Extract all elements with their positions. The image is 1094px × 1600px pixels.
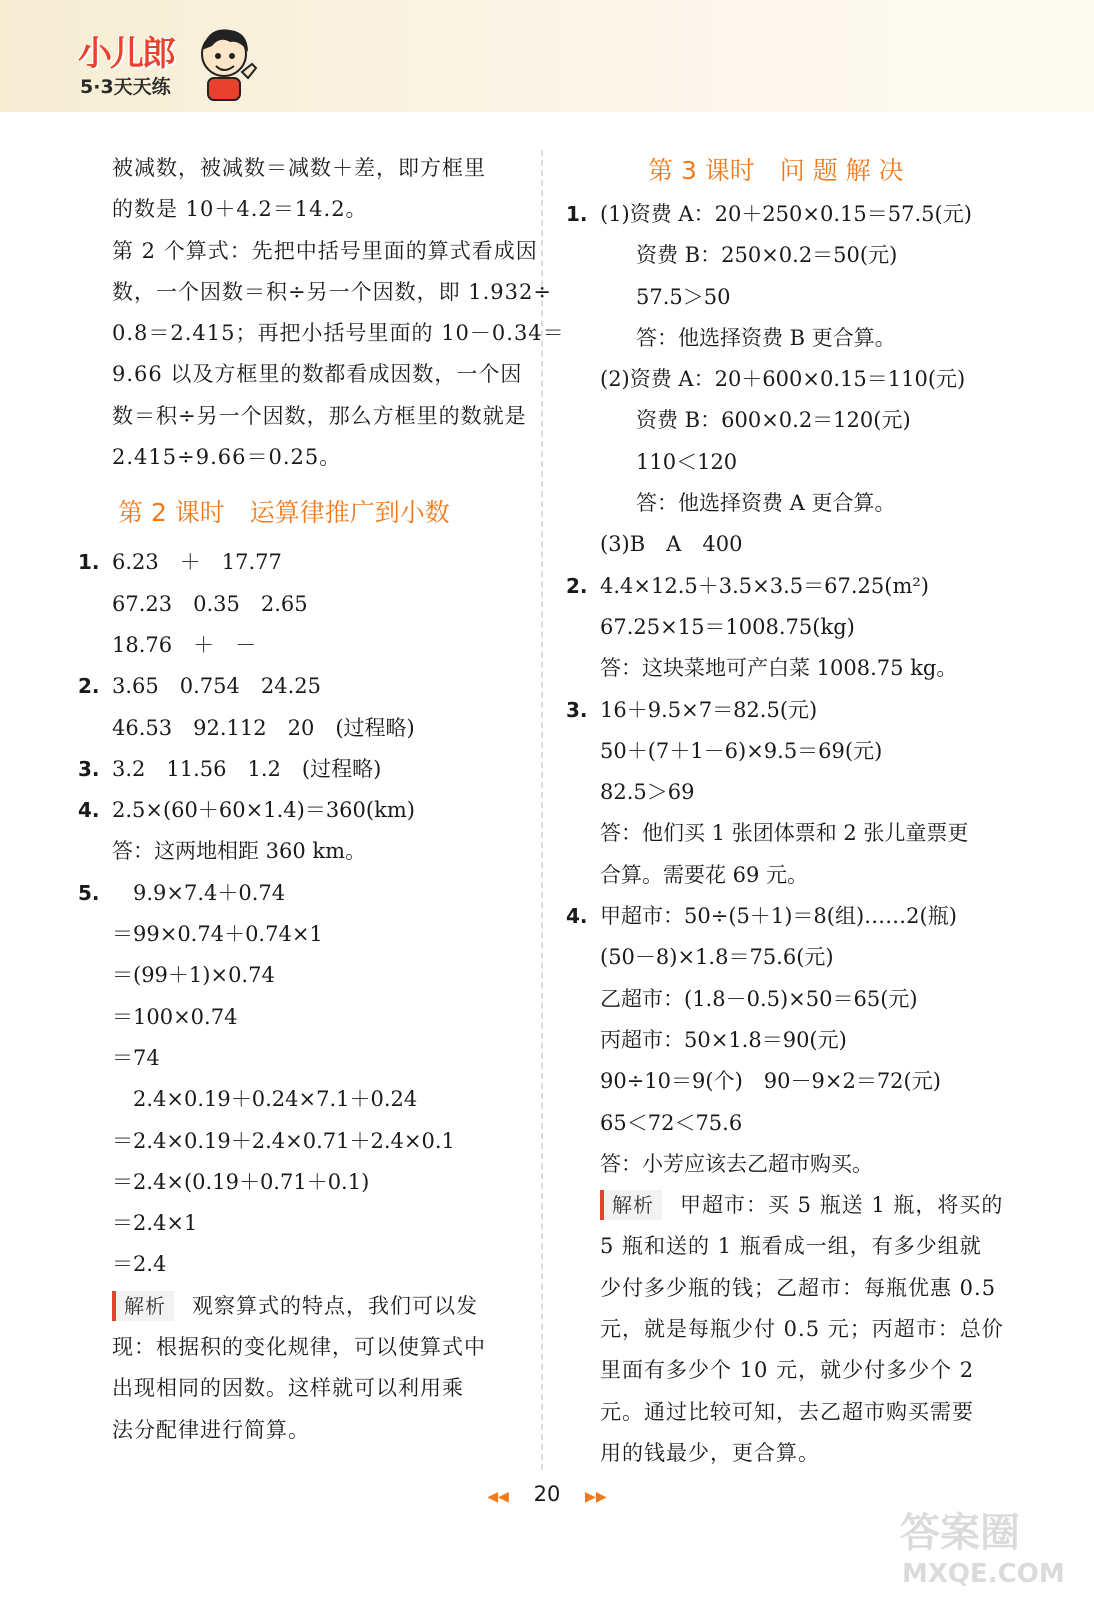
answer-line: 4. 2.5×(60＋60×1.4)＝360(km) [78, 790, 518, 831]
intro-line: 被减数，被减数＝减数＋差，即方框里 [112, 156, 486, 180]
analysis-line: 解析 甲超市：买 5 瓶送 1 瓶，将买的 [566, 1185, 1006, 1226]
answer-line: (50－8)×1.8＝75.6(元) [600, 945, 834, 970]
answer-line: 46.53 92.112 20 (过程略) [112, 715, 415, 740]
analysis-line: 出现相同的因数。这样就可以利用乘 [112, 1376, 464, 1401]
answer-line: (3)B A 400 [600, 532, 743, 557]
analysis-line: 5 瓶和送的 1 瓶看成一组，有多少组就 [600, 1234, 982, 1259]
answer-line: 1. (1)资费 A：20＋250×0.15＝57.5(元) [566, 194, 1006, 235]
answer-line: ＝99×0.74＋0.74×1 [112, 922, 323, 947]
next-page-icon: ▶▶ [585, 1489, 607, 1505]
answer-line: 答：这块菜地可产白菜 1008.75 kg。 [600, 656, 958, 681]
answer-line: (2)资费 A：20＋600×0.15＝110(元) [600, 367, 966, 392]
intro-line: 0.8＝2.415；再把小括号里面的 10－0.34＝ [112, 321, 565, 346]
answer-line: 82.5＞69 [600, 780, 695, 805]
analysis-tag: 解析 [112, 1291, 174, 1321]
answer-line: 50＋(7＋1－6)×9.5＝69(元) [600, 738, 883, 763]
answer-line: 67.23 0.35 2.65 [112, 591, 308, 616]
left-column [78, 148, 565, 1451]
answer-line: ＝74 [112, 1045, 160, 1070]
analysis-line: 元，就是每瓶少付 0.5 元；丙超市：总价 [600, 1317, 1004, 1342]
answer-line: 18.76 ＋ － [112, 632, 257, 657]
answer-line: 答：小芳应该去乙超市购买。 [600, 1151, 873, 1176]
analysis-line: 解析 观察算式的特点，我们可以发 [78, 1286, 518, 1327]
logo-title: 小儿郎 [78, 34, 174, 74]
intro-line: 9.66 以及方框里的数都看成因数，一个因 [112, 362, 523, 387]
analysis-line: 用的钱最少，更合算。 [600, 1440, 820, 1465]
right-column [566, 148, 1006, 1474]
prev-page-icon: ◀◀ [487, 1489, 509, 1505]
answer-line: 乙超市：(1.8－0.5)×50＝65(元) [600, 986, 918, 1011]
analysis-line: 少付多少瓶的钱；乙超市：每瓶优惠 0.5 [600, 1275, 997, 1300]
svg-text:MXQE.COM: MXQE.COM [902, 1559, 1065, 1589]
intro-line: 2.415÷9.66＝0.25。 [112, 445, 342, 470]
answer-line: 答：他们买 1 张团体票和 2 张儿童票更 [600, 821, 969, 846]
answer-line: ＝2.4×(0.19＋0.71＋0.1) [112, 1169, 370, 1194]
answer-line: 2.4×0.19＋0.24×7.1＋0.24 [112, 1087, 418, 1112]
section-title: 第 2 课时 运算律推广到小数 [118, 498, 450, 528]
answer-line: 4. 甲超市：50÷(5＋1)＝8(组)……2(瓶) [566, 896, 1006, 937]
intro-line: 数＝积÷另一个因数，那么方框里的数就是 [112, 403, 527, 428]
question-number: 3. [566, 697, 588, 722]
answer-line: 3. 3.2 11.56 1.2 (过程略) [78, 749, 518, 790]
mascot-icon [190, 22, 262, 104]
question-number: 4. [566, 904, 588, 929]
answer-line: 合算。需要花 69 元。 [600, 862, 809, 887]
watermark-logo [880, 1500, 1080, 1590]
answer-line: 67.25×15＝1008.75(kg) [600, 614, 855, 639]
question-number: 2. [566, 573, 588, 598]
intro-line: 数，一个因数＝积÷另一个因数，即 1.932÷ [112, 279, 552, 304]
answer-line: 答：他选择资费 B 更合算。 [636, 325, 896, 350]
brand-logo [70, 22, 260, 104]
analysis-line: 法分配律进行简算。 [112, 1417, 310, 1442]
answer-line: 3. 16＋9.5×7＝82.5(元) [566, 690, 1006, 731]
analysis-line: 元。通过比较可知，去乙超市购买需要 [600, 1399, 974, 1424]
intro-line: 的数是 10＋4.2＝14.2。 [112, 197, 368, 222]
svg-text:答案圈: 答案圈 [900, 1510, 1020, 1556]
question-number: 5. [78, 880, 100, 905]
question-number: 1. [78, 550, 100, 575]
answer-line: 5. 9.9×7.4＋0.74 [78, 873, 518, 914]
answer-line: 答：这两地相距 360 km。 [112, 839, 367, 864]
logo-subtitle: 5·3天天练 [80, 76, 171, 98]
answer-line: 2. 4.4×12.5＋3.5×3.5＝67.25(m²) [566, 566, 1006, 607]
question-number: 2. [78, 674, 100, 699]
page-number: 20 [533, 1482, 561, 1506]
analysis-line: 现：根据积的变化规律，可以使算式中 [112, 1335, 486, 1360]
answer-line: 丙超市：50×1.8＝90(元) [600, 1027, 847, 1052]
answer-line: ＝100×0.74 [112, 1004, 238, 1029]
answer-line: 90÷10＝9(个) 90－9×2＝72(元) [600, 1069, 941, 1094]
section-title: 第 3 课时 问 题 解 决 [648, 156, 904, 185]
answer-line: 资费 B：600×0.2＝120(元) [636, 408, 911, 433]
answer-line: 57.5＞50 [636, 284, 731, 309]
intro-line: 第 2 个算式：先把中括号里面的算式看成因 [112, 238, 538, 263]
analysis-line: 里面有多少个 10 元，就少付多少个 2 [600, 1358, 975, 1383]
answer-line: 答：他选择资费 A 更合算。 [636, 491, 896, 516]
answer-line: 1. 6.23 ＋ 17.77 [78, 542, 518, 583]
answer-line: ＝2.4 [112, 1252, 167, 1277]
answer-line: ＝2.4×0.19＋2.4×0.71＋2.4×0.1 [112, 1128, 455, 1153]
question-number: 1. [566, 202, 588, 226]
answer-line: 65＜72＜75.6 [600, 1110, 743, 1135]
answer-line: ＝(99＋1)×0.74 [112, 963, 275, 988]
question-number: 4. [78, 798, 100, 823]
answer-line: ＝2.4×1 [112, 1211, 198, 1236]
question-number: 3. [78, 756, 100, 781]
answer-line: 110＜120 [636, 449, 738, 474]
analysis-tag: 解析 [600, 1190, 662, 1220]
answer-line: 资费 B：250×0.2＝50(元) [636, 243, 898, 268]
answer-line: 2. 3.65 0.754 24.25 [78, 666, 518, 707]
